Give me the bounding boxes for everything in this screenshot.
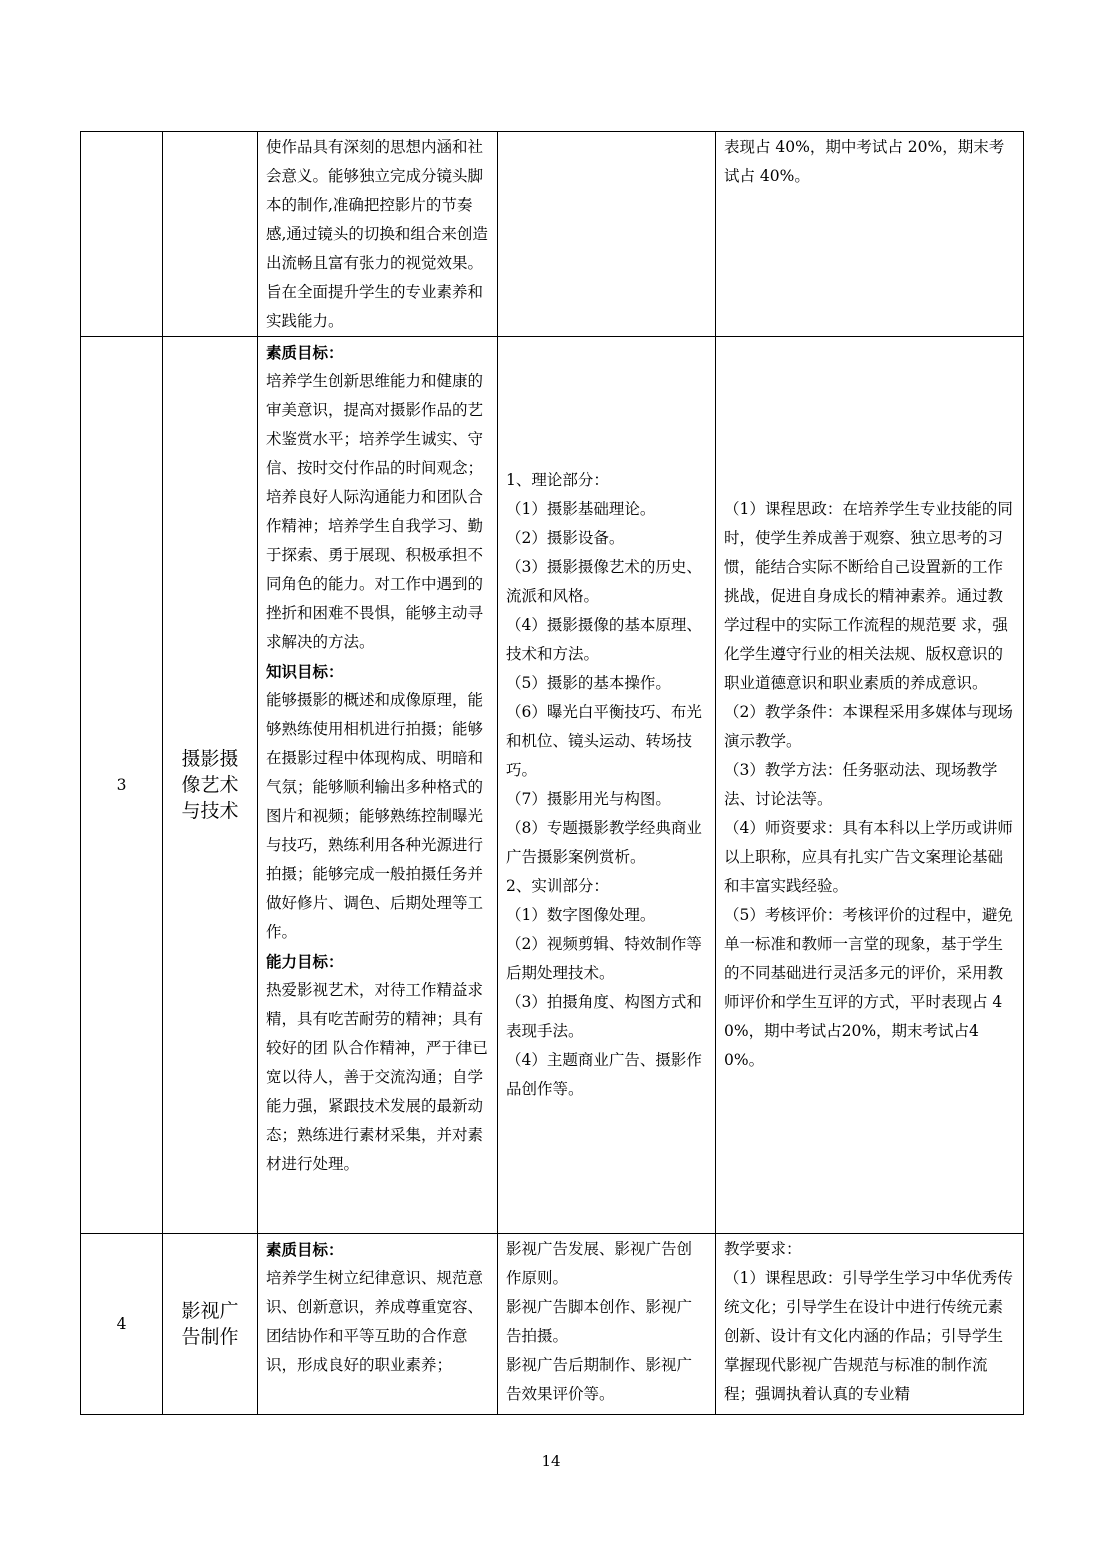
course-name-cell: 摄影摄像艺术与技术 [163, 337, 258, 1234]
table-row [81, 337, 1024, 1234]
paragraph: （2）视频剪辑、特效制作等后期处理技术。 [506, 935, 702, 982]
paragraph: 培养学生树立纪律意识、规范意识、创新意识，养成尊重宽容、团结协作和平等互助的合作意识，形成良好的职业素养； [266, 1269, 484, 1374]
paragraph: 影视广告脚本创作、影视广告拍摄。 [506, 1298, 693, 1345]
paragraph: （2）摄影设备。 [506, 529, 625, 547]
table-row [81, 1234, 1024, 1415]
paragraph: （5）考核评价：考核评价的过程中，避免单一标准和教师一言堂的现象，基于学生的不同基础进行灵活多元的评价，采用教师评价和学生互评的方式，平时表现占 40%，期中考试占20%，期末考试占40%。 [724, 906, 1013, 1069]
section-heading: 素质目标： [266, 1240, 344, 1259]
course-objectives-cell [258, 337, 498, 1234]
course-content-cell [498, 132, 716, 337]
table-row [81, 132, 1024, 337]
paragraph: （3）摄影摄像艺术的历史、流派和风格。 [506, 558, 702, 605]
paragraph: （4）摄影摄像的基本原理、技术和方法。 [506, 616, 702, 663]
course-content-cell [498, 337, 716, 1234]
course-name-cell: 影视广告制作 [163, 1234, 258, 1415]
paragraph: 使作品具有深刻的思想内涵和社会意义。能够独立完成分镜头脚本的制作,准确把控影片的节奏感,通过镜头的切换和组合来创造出流畅且富有张力的视觉效果。旨在全面提升学生的专业素养和实践能力。 [266, 138, 488, 330]
course-number-cell: 4 [81, 1234, 163, 1415]
paragraph: （1）数字图像处理。 [506, 906, 656, 924]
paragraph: （8）专题摄影教学经典商业广告摄影案例赏析。 [506, 819, 702, 866]
paragraph: 影视广告后期制作、影视广告效果评价等。 [506, 1356, 693, 1403]
paragraph: 热爱影视艺术，对待工作精益求精，具有吃苦耐劳的精神；具有较好的团 队合作精神，严于律已宽以待人，善于交流沟通；自学能力强，紧跟技术发展的最新动态；熟练进行素材采集，并对素材进行处理。 [266, 981, 488, 1173]
course-objectives-cell [258, 132, 498, 337]
paragraph: 1、理论部分： [506, 471, 609, 489]
paragraph: （1）课程思政：引导学生学习中华优秀传统文化；引导学生在设计中进行传统元素创新、设计有文化内涵的作品；引导学生掌握现代影视广告规范与标准的制作流程；强调执着认真的专业精 [724, 1269, 1013, 1403]
paragraph: （7）摄影用光与构图。 [506, 790, 671, 808]
curriculum-table [80, 131, 1024, 1415]
paragraph: （1）摄影基础理论。 [506, 500, 656, 518]
section-heading: 知识目标： [266, 662, 344, 681]
paragraph: （2）教学条件：本课程采用多媒体与现场演示教学。 [724, 703, 1013, 750]
paragraph: 能够摄影的概述和成像原理，能够熟练使用相机进行拍摄；能够在摄影过程中体现构成、明暗和气氛；能够顺利输出多种格式的图片和视频；能够熟练控制曝光与技巧，熟练利用各种光源进行拍摄；能够完成一般拍摄任务并做好修片、调色、后期处理等工作。 [266, 691, 484, 941]
course-name-cell [163, 132, 258, 337]
section-heading: 能力目标： [266, 952, 344, 971]
teaching-requirements-cell [716, 337, 1024, 1234]
paragraph: （5）摄影的基本操作。 [506, 674, 671, 692]
course-number-cell [81, 132, 163, 337]
page-number: 14 [541, 1452, 561, 1470]
course-objectives-cell [258, 1234, 498, 1415]
paragraph: （6）曝光白平衡技巧、布光和机位、镜头运动、转场技巧。 [506, 703, 702, 779]
teaching-requirements-cell [716, 1234, 1024, 1415]
paragraph: 表现占 40%，期中考试占 20%，期末考试占 40%。 [724, 138, 1005, 185]
paragraph: （4）师资要求：具有本科以上学历或讲师以上职称，应具有扎实广告文案理论基础和丰富实践经验。 [724, 819, 1013, 895]
section-heading: 素质目标： [266, 343, 344, 362]
course-number-cell: 3 [81, 337, 163, 1234]
paragraph: （1）课程思政：在培养学生专业技能的同时，使学生养成善于观察、独立思考的习惯，能结合实际不断给自己设置新的工作挑战，促进自身成长的精神素养。通过教学过程中的实际工作流程的规范要 求，强化学生遵守行业的相关法规、版权意识的职业道德意识和职业素质的养成意识。 [724, 500, 1013, 692]
paragraph: 2、实训部分： [506, 877, 609, 895]
paragraph: 影视广告发展、影视广告创作原则。 [506, 1240, 693, 1287]
teaching-requirements-cell [716, 132, 1024, 337]
paragraph: 教学要求： [724, 1240, 802, 1258]
paragraph: （3）拍摄角度、构图方式和表现手法。 [506, 993, 702, 1040]
course-content-cell [498, 1234, 716, 1415]
paragraph: 培养学生创新思维能力和健康的审美意识，提高对摄影作品的艺术鉴赏水平；培养学生诚实、守信、按时交付作品的时间观念；培养良好人际沟通能力和团队合作精神；培养学生自我学习、勤于探索、勇于展现、积极承担不同角色的能力。对工作中遇到的挫折和困难不畏惧，能够主动寻求解决的方法。 [266, 372, 484, 651]
paragraph: （3）教学方法：任务驱动法、现场教学法、讨论法等。 [724, 761, 998, 808]
paragraph: （4）主题商业广告、摄影作品创作等。 [506, 1051, 702, 1098]
